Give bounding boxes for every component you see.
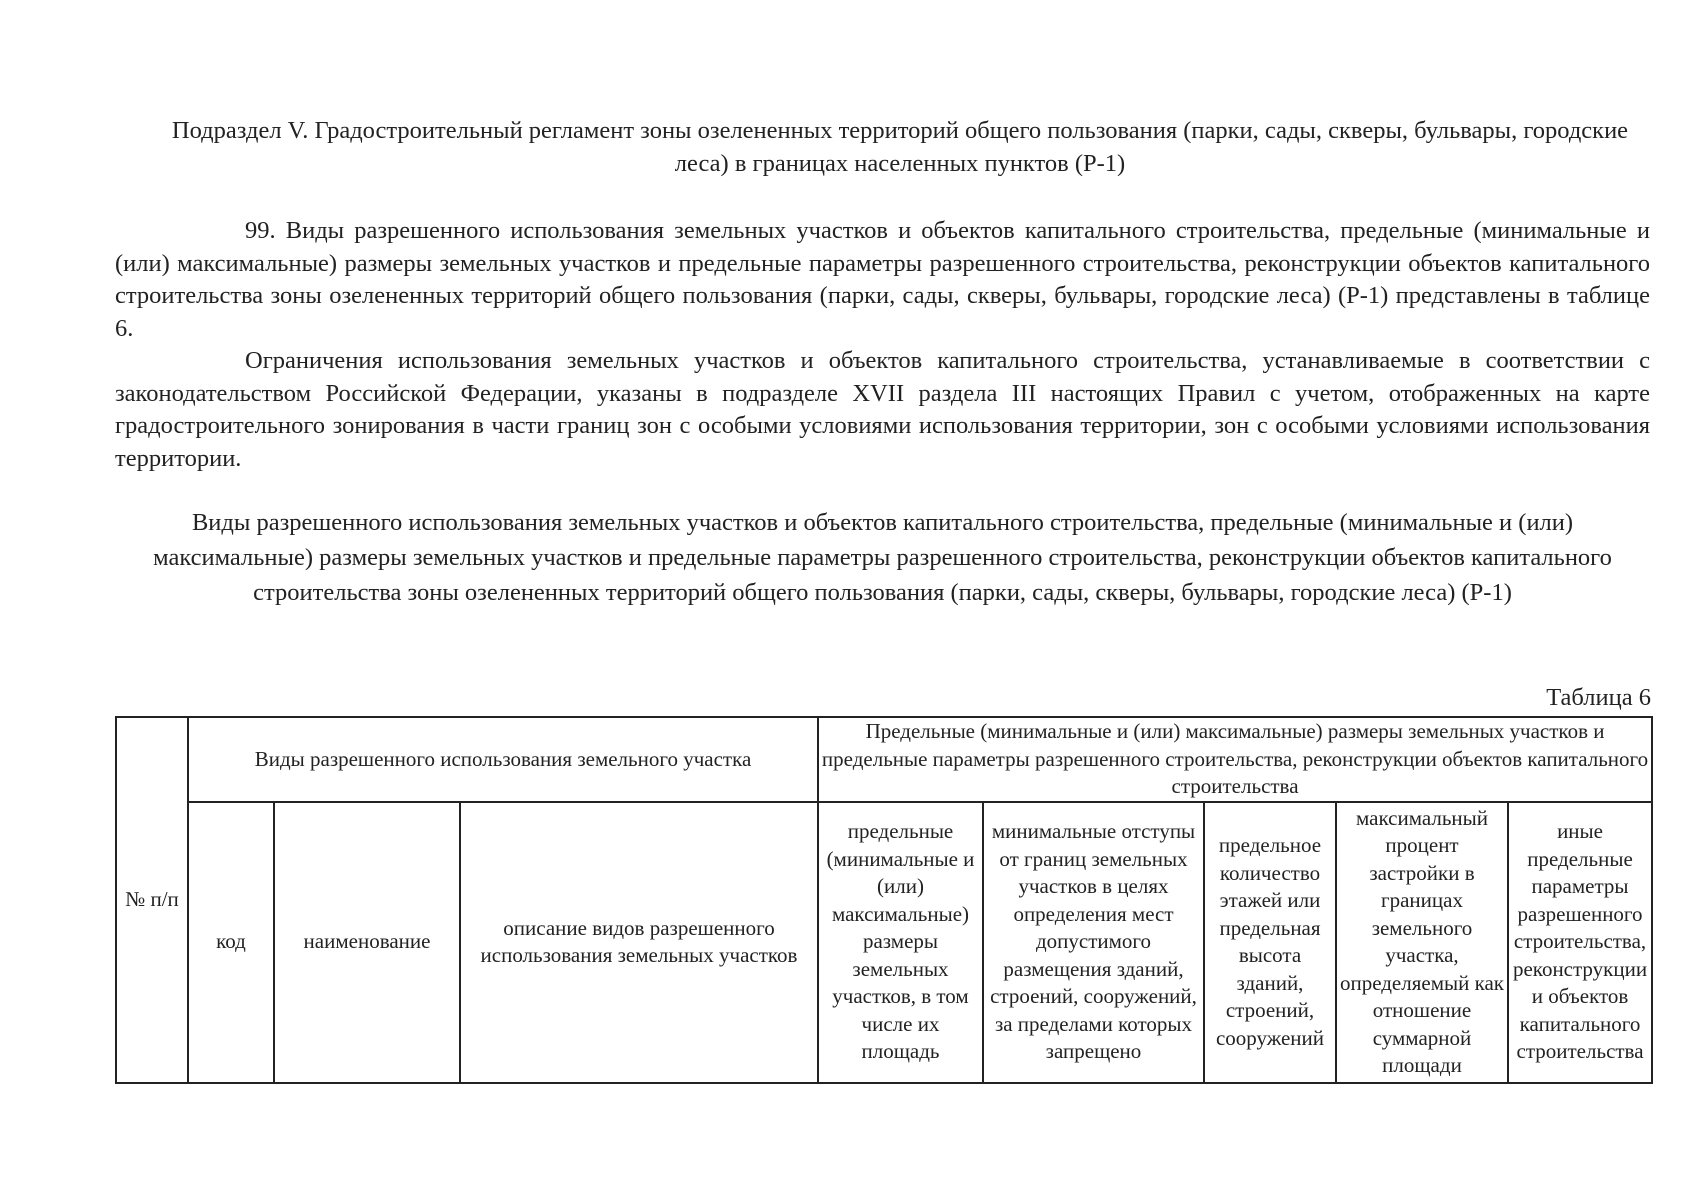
header-description: описание видов разрешенного использования земельных участков [460, 802, 818, 1083]
paragraph-99: 99. Виды разрешенного использования земельных участков и объектов капитального строительства, предельные (минимальные и (или) максимальные) размеры земельных участков и предельные параметры разрешенного строительства, реконструкции объектов капитального строительства зоны озелененных территорий общего пользования (парки, сады, скверы, бульвары, городские леса) (Р-1) представлены в таблице 6. [115, 217, 1650, 342]
table-title: Виды разрешенного использования земельных участков и объектов капитального строительства, предельные (минимальные и (или) максимальные) размеры земельных участков и предельные параметры разрешенного строительства, реконструкции объектов капитального строительства зоны озелененных территорий общего пользования (парки, сады, скверы, бульвары, городские леса) (Р-1) [153, 509, 1612, 606]
header-setbacks: минимальные отступы от границ земельных участков в целях определения мест допустимого размещения зданий, строений, сооружений, за пределами которых запрещено [983, 802, 1204, 1083]
header-plot-size: предельные (минимальные и (или) максимальные) размеры земельных участков, в том числе их площадь [818, 802, 983, 1083]
table-subheader-row [116, 802, 1652, 1083]
header-code: код [188, 802, 274, 1083]
paragraph-restrictions: Ограничения использования земельных участков и объектов капитального строительства, устанавливаемые в соответствии с законодательством Российской Федерации, указаны в подразделе XVII раздела III настоящих Правил с учетом, отображенных на карте градостроительного зонирования в части границ зон с особыми условиями использования территории, зон с особыми условиями использования территории. [115, 347, 1650, 472]
body-text [115, 215, 1650, 475]
header-number: № п/п [116, 717, 188, 1083]
header-group-limits: Предельные (минимальные и (или) максимальные) размеры земельных участков и предельные параметры разрешенного строительства, реконструкции объектов капитального строительства [818, 717, 1652, 802]
header-group-use: Виды разрешенного использования земельного участка [188, 717, 818, 802]
header-name: наименование [274, 802, 460, 1083]
section-title: Подраздел V. Градостроительный регламент зоны озелененных территорий общего пользования (парки, сады, скверы, бульвары, городские леса) в границах населенных пунктов (Р-1) [171, 117, 1629, 177]
table-label: Таблица 6 [1546, 684, 1651, 711]
header-floors: предельное количество этажей или предельная высота зданий, строений, сооружений [1204, 802, 1336, 1083]
header-other-params: иные предельные параметры разрешенного строительства, реконструкции и объектов капитального строительства [1508, 802, 1652, 1083]
header-coverage: максимальный процент застройки в границах земельного участка, определяемый как отношение суммарной площади [1336, 802, 1508, 1083]
table-header-row [116, 717, 1652, 802]
regulation-table [115, 716, 1653, 1084]
